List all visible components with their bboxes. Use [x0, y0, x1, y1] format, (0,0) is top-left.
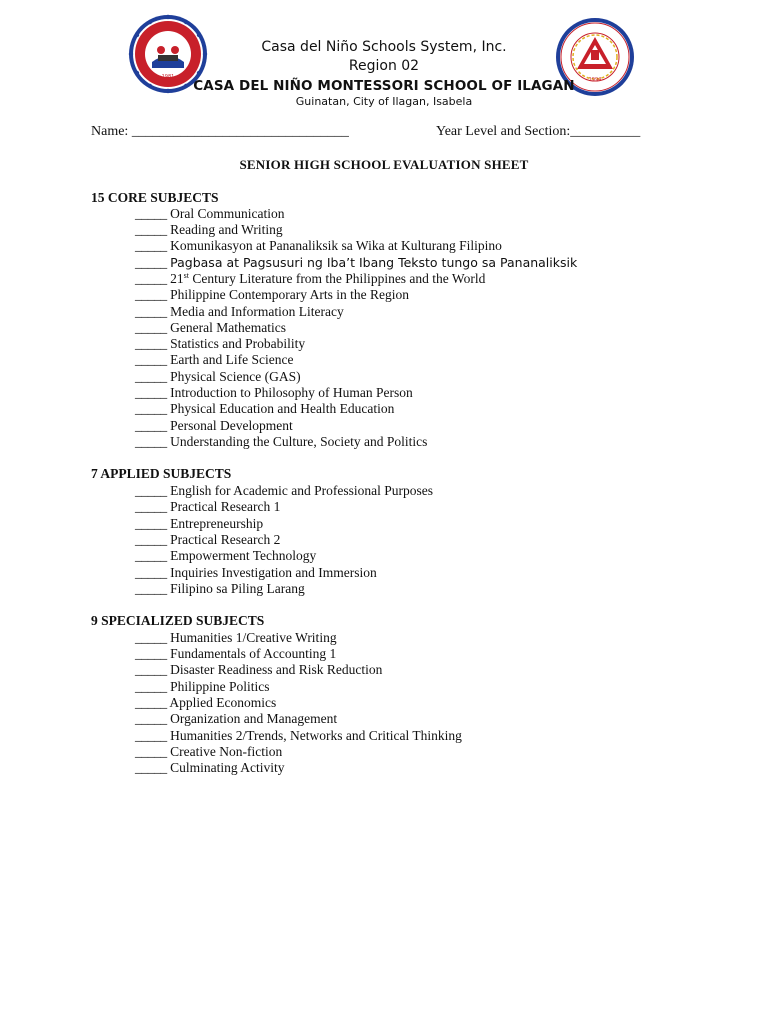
core-subject-item	[135, 222, 283, 238]
checkbox-blank[interactable]: _____	[135, 565, 167, 580]
subject-label: 21	[170, 271, 184, 286]
core-subject-item	[135, 434, 427, 450]
checkbox-blank[interactable]: _____	[135, 418, 167, 433]
subject-label: Applied Economics	[169, 695, 277, 710]
checkbox-blank[interactable]: _____	[135, 499, 167, 514]
subject-label: Organization and Management	[170, 711, 338, 726]
checkbox-blank[interactable]: _____	[135, 695, 167, 710]
checkbox-blank[interactable]: _____	[135, 646, 167, 661]
subject-label: Komunikasyon at Pananaliksik sa Wika at Kulturang Filipino	[170, 238, 502, 253]
applied-subject-item	[135, 532, 280, 548]
applied-subject-item	[135, 499, 280, 515]
applied-subjects-heading: 7 APPLIED SUBJECTS	[91, 466, 232, 481]
core-subject-item	[135, 287, 409, 303]
checkbox-blank[interactable]: _____	[135, 434, 167, 449]
subject-label: Media and Information Literacy	[170, 304, 344, 319]
core-subject-item	[135, 320, 286, 336]
checkbox-blank[interactable]: _____	[135, 401, 167, 416]
specialized-subject-item	[135, 630, 337, 646]
checkbox-blank[interactable]: _____	[135, 206, 167, 221]
checkbox-blank[interactable]: _____	[135, 271, 167, 286]
checkbox-blank[interactable]: _____	[135, 630, 167, 645]
checkbox-blank[interactable]: _____	[135, 532, 167, 547]
checkbox-blank[interactable]: _____	[135, 255, 167, 270]
subject-label: Inquiries Investigation and Immersion	[170, 565, 377, 580]
subject-label: Humanities 1/Creative Writing	[170, 630, 337, 645]
specialized-subject-item	[135, 760, 285, 776]
core-subject-item	[135, 255, 577, 271]
svg-text:1994: 1994	[588, 77, 602, 83]
subject-label: Humanities 2/Trends, Networks and Critical Thinking	[170, 728, 462, 743]
year-level-section-field[interactable]: Year Level and Section:__________	[436, 124, 641, 139]
checkbox-blank[interactable]: _____	[135, 352, 167, 367]
checkbox-blank[interactable]: _____	[135, 385, 167, 400]
checkbox-blank[interactable]: _____	[135, 287, 167, 302]
specialized-subject-item	[135, 662, 382, 678]
core-subject-item	[135, 206, 285, 222]
core-subject-item	[135, 238, 502, 254]
subject-label: Entrepreneurship	[170, 516, 264, 531]
checkbox-blank[interactable]: _____	[135, 483, 167, 498]
specialized-subject-item	[135, 728, 462, 744]
applied-subject-item	[135, 565, 377, 581]
core-subject-item	[135, 401, 394, 417]
school-name: CASA DEL NIÑO MONTESSORI SCHOOL OF ILAGAN	[193, 78, 575, 94]
subject-label: Fundamentals of Accounting 1	[170, 646, 337, 661]
checkbox-blank[interactable]: _____	[135, 304, 167, 319]
checkbox-blank[interactable]: _____	[135, 222, 167, 237]
subject-label: Practical Research 2	[170, 532, 281, 547]
checkbox-blank[interactable]: _____	[135, 548, 167, 563]
subject-label: Pagbasa at Pagsusuri ng Iba’t Ibang Teksto tungo sa Pananaliksik	[170, 255, 578, 270]
checkbox-blank[interactable]: _____	[135, 238, 167, 253]
applied-subject-item	[135, 516, 263, 532]
specialized-subject-item	[135, 695, 276, 711]
subject-label: Empowerment Technology	[170, 548, 317, 563]
evaluation-sheet-title: SENIOR HIGH SCHOOL EVALUATION SHEET	[239, 157, 529, 172]
svg-text:1981: 1981	[161, 74, 175, 80]
checkbox-blank[interactable]: _____	[135, 728, 167, 743]
core-subject-item	[135, 385, 413, 401]
subject-label: Filipino sa Piling Larang	[170, 581, 305, 596]
subject-label: Disaster Readiness and Risk Reduction	[170, 662, 383, 677]
subject-label: Introduction to Philosophy of Human Person	[170, 385, 413, 400]
subject-label: Culminating Activity	[170, 760, 285, 775]
checkbox-blank[interactable]: _____	[135, 744, 167, 759]
specialized-subjects-heading: 9 SPECIALIZED SUBJECTS	[91, 613, 265, 628]
applied-subject-item	[135, 581, 305, 597]
checkbox-blank[interactable]: _____	[135, 679, 167, 694]
core-subject-item	[135, 352, 293, 368]
subject-label: Physical Education and Health Education	[170, 401, 395, 416]
core-subject-item	[135, 271, 485, 287]
name-field[interactable]: Name: _______________________________	[91, 124, 349, 139]
subject-label: Statistics and Probability	[170, 336, 306, 351]
checkbox-blank[interactable]: _____	[135, 711, 167, 726]
subject-label: Philippine Contemporary Arts in the Region	[170, 287, 409, 302]
subject-label: General Mathematics	[170, 320, 286, 335]
subject-label: Creative Non-fiction	[170, 744, 283, 759]
subject-label-rest: Century Literature from the Philippines and the World	[188, 271, 486, 286]
checkbox-blank[interactable]: _____	[135, 662, 167, 677]
school-address: Guinatan, City of Ilagan, Isabela	[295, 95, 473, 108]
region-label: Region 02	[348, 58, 420, 74]
specialized-subject-item	[135, 679, 270, 695]
core-subject-item	[135, 336, 305, 352]
subject-label: Practical Research 1	[170, 499, 281, 514]
subject-label: Oral Communication	[170, 206, 285, 221]
checkbox-blank[interactable]: _____	[135, 516, 167, 531]
checkbox-blank[interactable]: _____	[135, 760, 167, 775]
subject-label: Understanding the Culture, Society and Politics	[170, 434, 428, 449]
checkbox-blank[interactable]: _____	[135, 369, 167, 384]
checkbox-blank[interactable]: _____	[135, 320, 167, 335]
document-header	[0, 0, 768, 120]
core-subjects-heading: 15 CORE SUBJECTS	[91, 190, 219, 205]
core-subject-item	[135, 369, 301, 385]
organization-name: Casa del Niño Schools System, Inc.	[261, 39, 507, 55]
subject-label: Earth and Life Science	[170, 352, 294, 367]
specialized-subject-item	[135, 646, 336, 662]
checkbox-blank[interactable]: _____	[135, 581, 167, 596]
checkbox-blank[interactable]: _____	[135, 336, 167, 351]
applied-subject-item	[135, 483, 433, 499]
subject-label: English for Academic and Professional Purposes	[170, 483, 433, 498]
subject-label: Physical Science (GAS)	[170, 369, 301, 384]
applied-subject-item	[135, 548, 316, 564]
ordinal-suffix: st	[183, 271, 189, 280]
subject-label: Reading and Writing	[170, 222, 283, 237]
specialized-subject-item	[135, 744, 282, 760]
subject-label: Philippine Politics	[170, 679, 270, 694]
core-subject-item	[135, 418, 293, 434]
core-subject-item	[135, 304, 344, 320]
subject-label: Personal Development	[170, 418, 293, 433]
specialized-subject-item	[135, 711, 337, 727]
